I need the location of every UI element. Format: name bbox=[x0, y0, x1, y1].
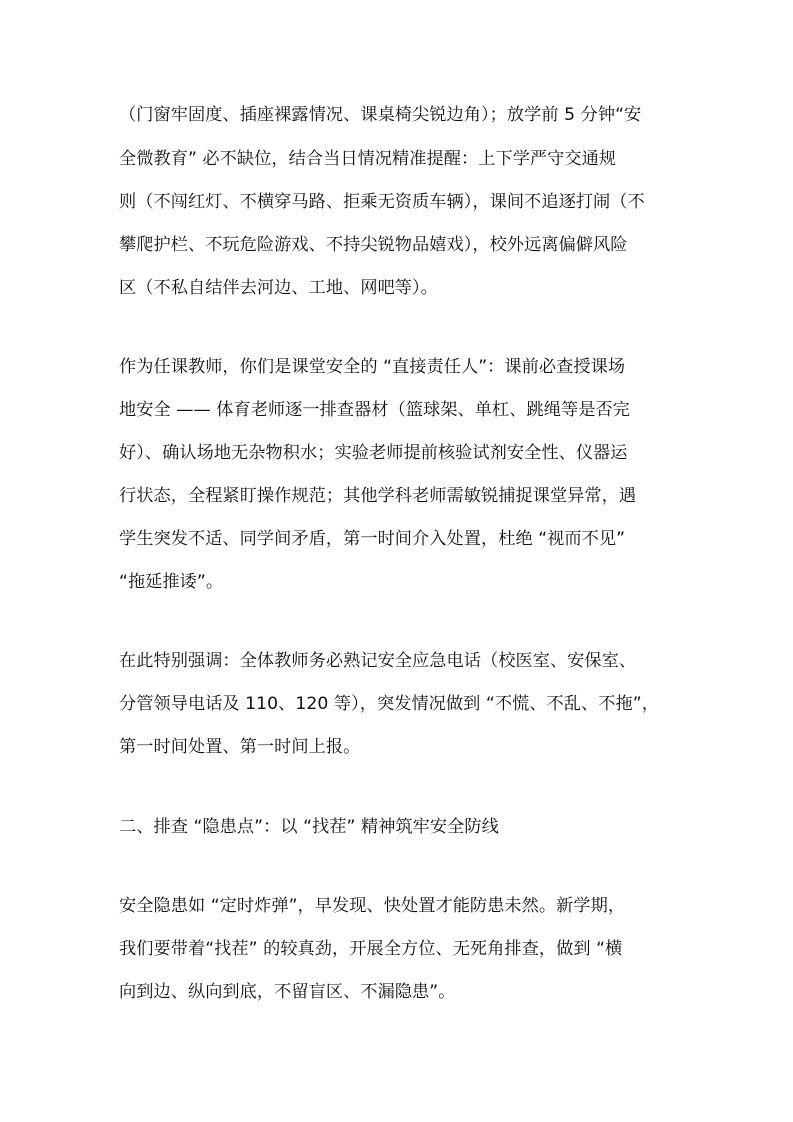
paragraph-4-line-2: 我们要带着“找茬” 的较真劲，开展全方位、无死角排查，做到 “横 bbox=[119, 939, 623, 959]
paragraph-2-line-3: 好）、确认场地无杂物积水；实验老师提前核验试剂安全性、仪器运 bbox=[119, 443, 628, 463]
paragraph-1-line-1: （门窗牢固度、插座裸露情况、课桌椅尖锐边角）；放学前 5 分钟“安 bbox=[119, 105, 642, 125]
paragraph-4-line-3: 向到边、纵向到底，不留盲区、不漏隐患”。 bbox=[119, 982, 456, 1002]
paragraph-2-line-2: 地安全 —— 体育老师逐一排查器材（篮球架、单杠、跳绳等是否完 bbox=[119, 400, 630, 420]
paragraph-3-line-2: 分管领导电话及 110、120 等），突发情况做到 “不慌、不乱、不拖”， bbox=[119, 694, 659, 714]
paragraph-3-line-3: 第一时间处置、第一时间上报。 bbox=[119, 737, 361, 757]
paragraph-2-line-5: 学生突发不适、同学间矛盾，第一时间介入处置，杜绝 “视而不见” bbox=[119, 529, 626, 549]
paragraph-4-line-1: 安全隐患如 “定时炸弹”，早发现、快处置才能防患未然。新学期， bbox=[119, 896, 626, 916]
paragraph-1-line-3: 则（不闯红灯、不横穿马路、拒乘无资质车辆），课间不追逐打闹（不 bbox=[119, 192, 645, 212]
paragraph-2-line-4: 行状态，全程紧盯操作规范；其他学科老师需敏锐捕捉课堂异常，遇 bbox=[119, 486, 637, 506]
paragraph-1-line-5: 区（不私自结伴去河边、工地、网吧等）。 bbox=[119, 278, 438, 298]
paragraph-1-line-4: 攀爬护栏、不玩危险游戏、不持尖锐物品嬉戏），校外远离偏僻风险 bbox=[119, 235, 628, 255]
section-heading: 二、排查 “隐患点”：以 “找茬” 精神筑牢安全防线 bbox=[119, 817, 499, 837]
paragraph-1-line-2: 全微教育” 必不缺位，结合当日情况精准提醒：上下学严守交通规 bbox=[119, 149, 617, 169]
paragraph-2-line-1: 作为任课教师，你们是课堂安全的 “直接责任人”：课前必查授课场 bbox=[119, 357, 626, 377]
paragraph-3-line-1: 在此特别强调：全体教师务必熟记安全应急电话（校医室、安保室、 bbox=[119, 651, 637, 671]
paragraph-2-line-6: “拖延推诿”。 bbox=[119, 572, 224, 592]
